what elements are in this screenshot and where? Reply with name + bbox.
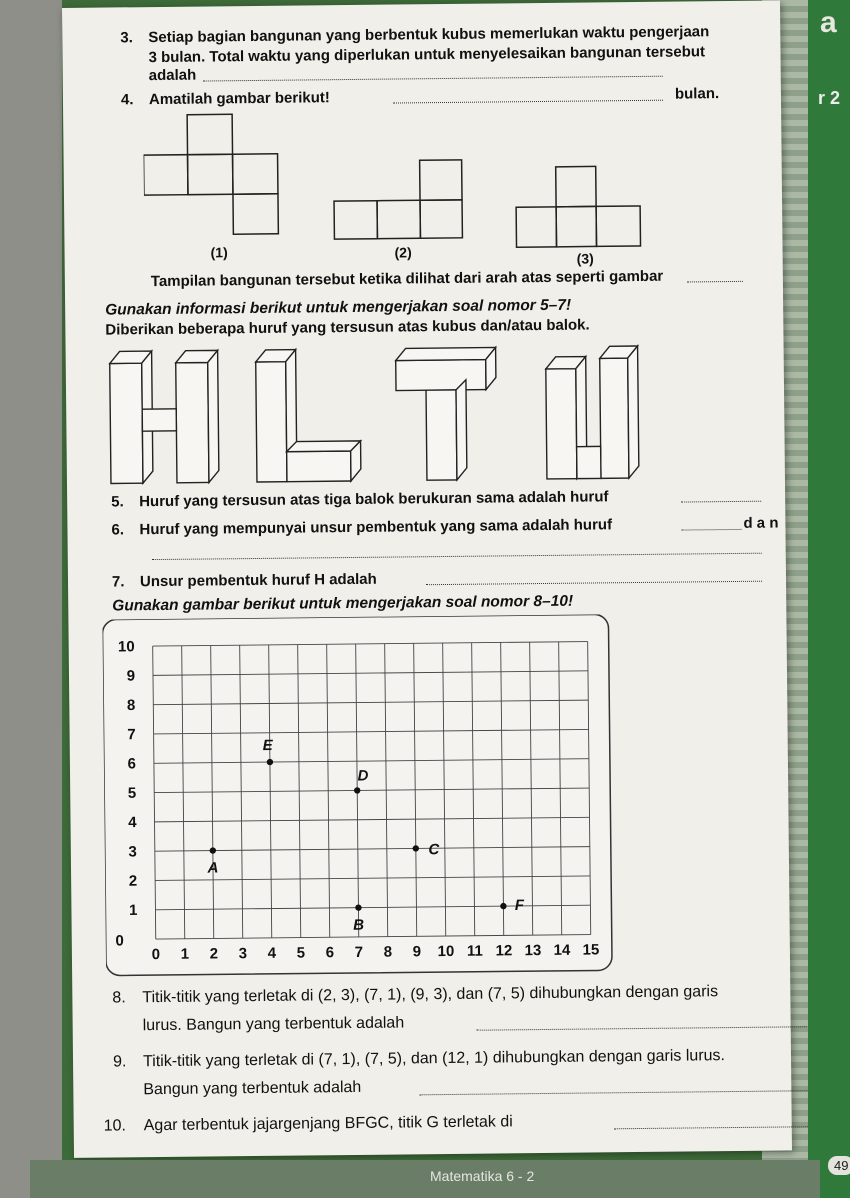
q8-line1: Titik-titik yang terletak di (2, 3), (7, 1), (9, 3), dan (7, 5) dihubungkan dengan garis (142, 983, 719, 1007)
x-tick-label: 11 (466, 942, 483, 960)
y-tick-label: 1 (129, 901, 138, 920)
q4-text: Amatilah gambar berikut! (148, 89, 330, 109)
y-tick-label: 5 (127, 784, 137, 802)
q10-answer-line[interactable] (614, 1126, 808, 1129)
x-tick-label: 2 (209, 945, 219, 963)
side-top-label: a (820, 6, 837, 39)
footer-book: Matematika 6 - 2 (430, 1168, 535, 1184)
x-tick-label: 3 (238, 945, 248, 963)
letter-figures (106, 338, 668, 494)
q4-number: 4. (120, 91, 134, 109)
q3-unit: bulan. (674, 85, 720, 103)
q3-line3: adalah (148, 66, 197, 85)
q4-answer-line[interactable] (687, 281, 743, 283)
fig-label-1: (1) (210, 244, 228, 261)
point-label-c: C (428, 841, 440, 859)
x-tick-label: 6 (325, 944, 335, 962)
point-label-a: A (207, 859, 219, 877)
x-tick-label: 0 (151, 946, 161, 964)
q6-answer-line[interactable] (681, 529, 741, 531)
point-label-d: D (357, 767, 369, 785)
x-tick-label: 7 (354, 943, 364, 961)
coordinate-grid (102, 614, 616, 979)
q8-line2: lurus. Bangun yang terbentuk adalah (142, 1014, 405, 1035)
x-tick-label: 12 (495, 942, 513, 960)
x-tick-label: 13 (524, 942, 542, 960)
y-tick-label: 10 (117, 638, 135, 656)
y-tick-label: 8 (126, 696, 136, 714)
page-footer (30, 1158, 849, 1198)
point-label-f: F (514, 896, 525, 915)
q6-suffix: d a n (743, 514, 779, 532)
origin-label: 0 (115, 932, 124, 950)
x-tick-label: 9 (412, 943, 422, 961)
point-label-e: E (262, 737, 273, 755)
section2-instruction: Gunakan gambar berikut untuk mengerjakan soal nomor 8–10! (112, 592, 574, 615)
q9-line2: Bangun yang terbentuk adalah (143, 1078, 362, 1099)
q7-answer-line[interactable] (426, 581, 762, 586)
q10-number: 10. (103, 1117, 127, 1135)
left-background (0, 0, 62, 1198)
x-tick-label: 10 (437, 942, 455, 961)
q3-line1: Setiap bagian bangunan yang berbentuk kubus memerlukan waktu pengerjaan (148, 23, 710, 47)
q5-answer-line[interactable] (681, 501, 761, 503)
right-background (808, 0, 850, 1198)
q3-answer-line[interactable] (203, 76, 663, 82)
x-tick-label: 5 (296, 944, 306, 962)
q9-line1: Titik-titik yang terletak di (7, 1), (7, 5), dan (12, 1) dihubungkan dengan garis lurus. (142, 1047, 726, 1071)
letter-u (546, 346, 639, 479)
point-label-b: B (353, 916, 365, 934)
x-tick-label: 1 (180, 945, 190, 963)
q8-answer-line[interactable] (477, 1026, 807, 1030)
letter-t (396, 347, 497, 480)
x-tick-label: 15 (582, 941, 600, 959)
y-tick-label: 7 (127, 726, 136, 744)
q3-line2: 3 bulan. Total waktu yang diperlukan untuk menyelesaikan bangunan tersebut (148, 43, 706, 67)
figure-2 (334, 160, 463, 239)
section1-instruction: Gunakan informasi berikut untuk mengerjakan soal nomor 5–7! (105, 296, 572, 319)
side-label: r 2 (818, 88, 841, 108)
section1-intro: Diberikan beberapa huruf yang tersusun atas kubus dan/atau balok. (105, 316, 590, 339)
y-tick-label: 2 (128, 872, 138, 890)
q4-figures (143, 102, 665, 267)
y-tick-label: 4 (128, 814, 137, 832)
q7-number: 7. (111, 573, 125, 591)
q5-text: Huruf yang tersusun atas tiga balok berukuran sama adalah huruf (139, 488, 609, 511)
figure-1 (143, 114, 278, 235)
letter-l (256, 349, 361, 482)
y-tick-label: 3 (128, 843, 137, 861)
figure-3 (516, 166, 641, 247)
y-tick-label: 9 (126, 667, 136, 685)
q5-number: 5. (111, 493, 124, 511)
x-tick-label: 14 (553, 941, 571, 959)
q7-text: Unsur pembentuk huruf H adalah (139, 570, 377, 591)
q9-number: 9. (112, 1053, 127, 1071)
letter-h (110, 350, 219, 483)
q6-number: 6. (111, 521, 125, 539)
y-tick-label: 6 (127, 755, 137, 773)
worksheet-page (62, 0, 792, 1157)
footer-page-number: 49 (828, 1156, 850, 1175)
x-tick-label: 8 (383, 943, 393, 961)
q3-number: 3. (120, 29, 133, 47)
x-tick-label: 4 (267, 944, 277, 962)
fig-label-3: (3) (576, 250, 594, 267)
q4-statement: Tampilan bangunan tersebut ketika dilihat dari arah atas seperti gambar (150, 267, 664, 291)
q9-answer-line[interactable] (419, 1090, 807, 1095)
q6-text: Huruf yang mempunyai unsur pembentuk yang sama adalah huruf (139, 516, 613, 539)
q8-number: 8. (112, 989, 126, 1007)
q10-text: Agar terbentuk jajargenjang BFGC, titik G terletak di (143, 1113, 513, 1135)
fig-label-2: (2) (394, 244, 412, 261)
q6-answer-line-2[interactable] (152, 553, 762, 560)
